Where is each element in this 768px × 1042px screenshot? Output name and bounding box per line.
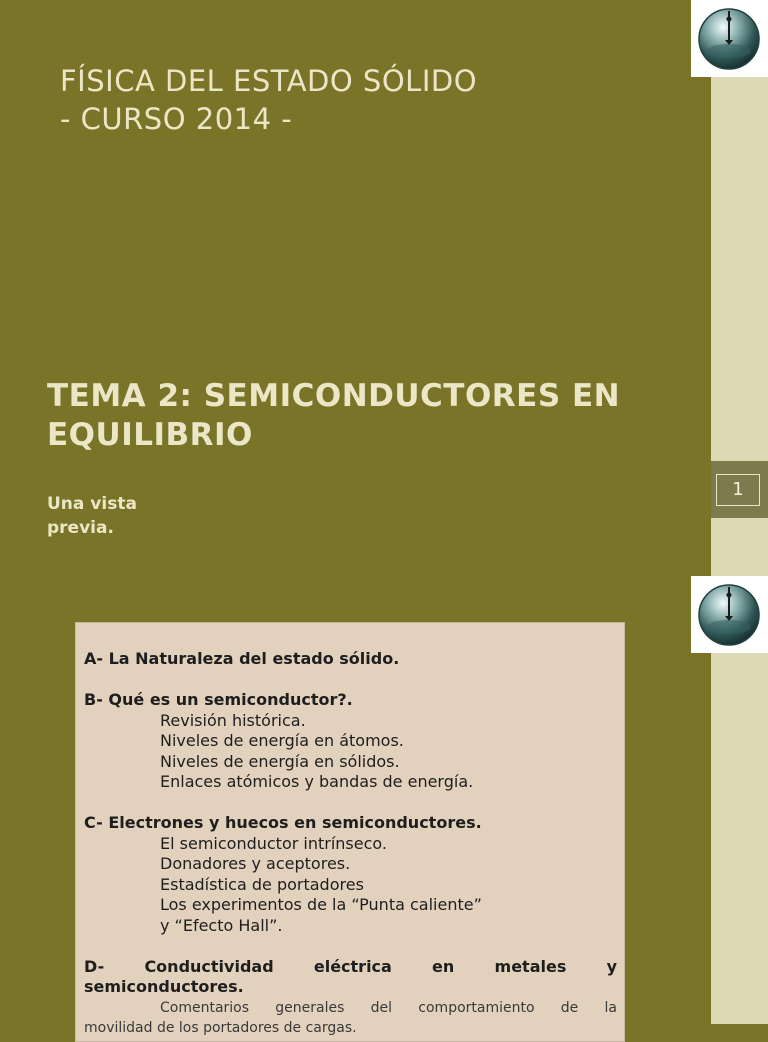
logo-bottom	[691, 576, 768, 653]
planet-logo-icon	[697, 7, 761, 71]
section-d-title-line2: semiconductores.	[84, 977, 244, 996]
course-title	[60, 62, 477, 138]
planet-logo-icon	[697, 583, 761, 647]
section-c-item: Los experimentos de la “Punta caliente”	[160, 895, 482, 914]
outline-content	[84, 649, 617, 1038]
section-a-title: A- La Naturaleza del estado sólido.	[84, 649, 400, 668]
section-c-item: Donadores y aceptores.	[160, 854, 351, 873]
topic-subtitle: Una vista previa.	[47, 494, 137, 538]
section-c-item: y “Efecto Hall”.	[160, 915, 283, 935]
section-c-item: El semiconductor intrínseco.	[160, 833, 387, 853]
section-b-item: Niveles de energía en átomos.	[160, 731, 404, 750]
course-title-line2: - CURSO 2014 -	[60, 102, 293, 136]
section-d-text-line2: movilidad de los portadores de cargas.	[84, 1019, 357, 1036]
section-b-item: Revisión histórica.	[160, 710, 306, 730]
section-d-text-line1: Comentarios generales del comportamiento de la	[160, 999, 617, 1016]
section-c-title: C- Electrones y huecos en semiconductores.	[84, 813, 482, 832]
section-b-item: Niveles de energía en sólidos.	[160, 751, 400, 771]
outline-box	[75, 622, 625, 1042]
section-c-item: Estadística de portadores	[160, 874, 364, 894]
course-title-line1: FÍSICA DEL ESTADO SÓLIDO	[60, 64, 478, 98]
section-d-title-line1: D- Conductividad eléctrica en metales y	[84, 956, 617, 976]
section-b-item: Enlaces atómicos y bandas de energía.	[160, 772, 474, 791]
logo-top	[691, 0, 768, 77]
page-number: 1	[716, 474, 760, 506]
section-b-title: B- Qué es un semiconductor?.	[84, 690, 353, 709]
topic-title: TEMA 2: SEMICONDUCTORES EN EQUILIBRIO	[47, 378, 621, 453]
